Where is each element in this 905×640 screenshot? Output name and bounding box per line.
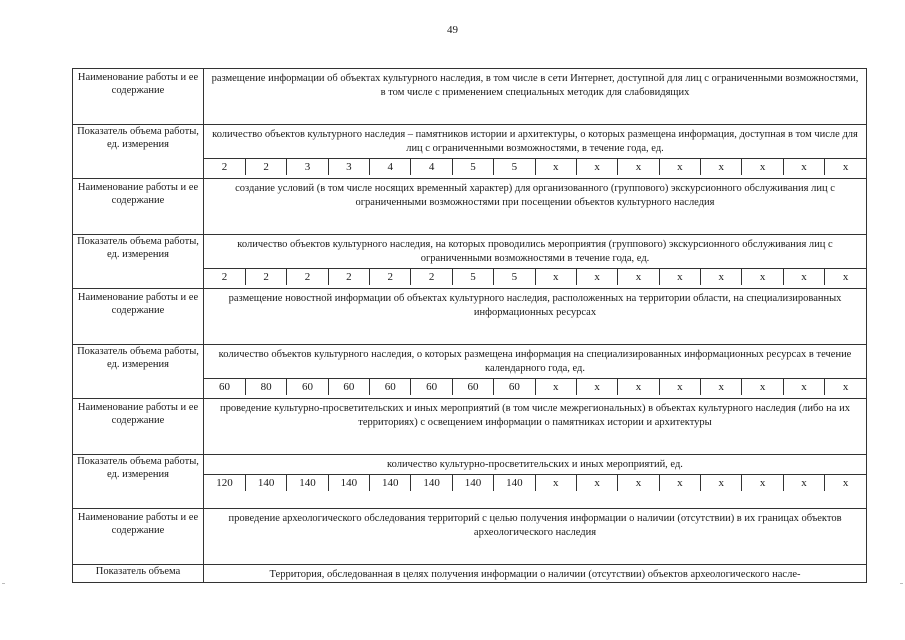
work-name-label: Наименование работы и ее содержание [73,69,204,125]
value-cell: 5 [452,159,493,176]
work-name-text: создание условий (в том числе носящих временный характер) для организованного (группового) экскурсионного обслуживания лиц с ограниченными возможностями при посещении объектов культурного наследия [235,183,835,208]
work-name-label: Наименование работы и ее содержание [73,509,204,565]
indicator-label: Показатель объема работы, ед. измерения [73,345,204,399]
value-cell: x [742,379,783,396]
value-cell: 2 [287,269,328,286]
indicator-text: Территория, обследованная в целях получения информации о наличии (отсутствии) объектов археологического насле- [269,569,801,580]
row-content [204,179,867,235]
indicator-row [73,455,867,509]
value-cell: 120 [204,475,245,492]
row-content [204,455,867,509]
value-cell: x [783,379,824,396]
value-cell: 5 [452,269,493,286]
value-cell: 2 [245,269,286,286]
indicator-row [73,565,867,583]
value-cell: 140 [494,475,535,492]
value-cell: x [576,379,617,396]
value-cell: 3 [287,159,328,176]
value-cell: 60 [204,379,245,396]
value-cell: x [659,159,700,176]
row-content [204,345,867,399]
value-cell: x [659,269,700,286]
indicator-row [73,345,867,399]
indicator-label: Показатель объема работы, ед. измерения [73,125,204,179]
indicator-text: количество объектов культурного наследия – памятников истории и архитектуры, о которых размещена информация, доступная в том числе для лиц с ограниченными возможностями, в течение года, ед. [212,129,858,154]
value-cell: x [535,269,576,286]
value-cell: 80 [245,379,286,396]
value-cell: x [535,159,576,176]
value-cell: x [783,269,824,286]
value-cell: x [701,475,742,492]
value-cell: x [783,159,824,176]
row-content [204,235,867,289]
value-cell: 140 [245,475,286,492]
value-cell: x [659,379,700,396]
row-content [204,565,867,583]
value-cell: 2 [328,269,369,286]
work-name-label: Наименование работы и ее содержание [73,179,204,235]
value-cell: 3 [328,159,369,176]
value-cell: x [701,159,742,176]
row-content [204,509,867,565]
scan-edge-mark-right [900,583,903,584]
value-cell: 60 [287,379,328,396]
value-cell: x [742,159,783,176]
value-cell: x [618,379,659,396]
value-cell: 4 [370,159,411,176]
work-name-row [73,509,867,565]
value-cell: x [701,269,742,286]
value-cell: 60 [494,379,535,396]
work-name-text: размещение новостной информации об объектах культурного наследия, расположенных на территории области, на специализированных информационных ресурсах [228,293,842,318]
value-cell: 140 [287,475,328,492]
value-cell: x [576,269,617,286]
indicator-row [73,235,867,289]
indicator-text: количество объектов культурного наследия, на которых проводились мероприятия (группового) экскурсионного обслуживания лиц с ограниченными возможностями в течение года, ед. [237,239,833,264]
row-content [204,399,867,455]
value-cell: 60 [411,379,452,396]
value-cell: 2 [204,159,245,176]
value-cell: 60 [370,379,411,396]
value-cell: x [701,379,742,396]
indicator-text: количество культурно-просветительских и иных мероприятий, ед. [387,459,683,470]
page-number: 49 [447,24,458,36]
values-grid [204,158,866,175]
value-cell: 5 [494,159,535,176]
value-cell: 140 [370,475,411,492]
value-cell: x [618,269,659,286]
value-cell: 140 [452,475,493,492]
work-name-row [73,69,867,125]
work-name-text: размещение информации об объектах культурного наследия, в том числе в сети Интернет, доступной для лиц с ограниченными возможностями, в том числе с применением специальных методик для слабовидящих [211,73,859,98]
value-cell: x [535,475,576,492]
value-cell: 2 [370,269,411,286]
value-cell: x [825,159,866,176]
value-cell: x [825,475,866,492]
work-table [72,68,867,583]
row-content [204,289,867,345]
value-cell: x [618,475,659,492]
values-grid [204,268,866,285]
scan-edge-mark-left [2,583,5,584]
values-grid [204,378,866,395]
value-cell: x [618,159,659,176]
value-cell: x [576,475,617,492]
value-cell: 4 [411,159,452,176]
work-name-row [73,289,867,345]
value-cell: 5 [494,269,535,286]
indicator-row [73,125,867,179]
row-content [204,125,867,179]
value-cell: x [576,159,617,176]
work-name-text: проведение культурно-просветительских и иных мероприятий (в том числе межрегиональных) в объектах культурного наследия (либо на их территориях) с освещением информации о памятниках истории и архитектуры [220,403,850,428]
row-content [204,69,867,125]
work-name-row [73,399,867,455]
value-cell: x [783,475,824,492]
value-cell: x [742,475,783,492]
work-name-label: Наименование работы и ее содержание [73,399,204,455]
indicator-label: Показатель объема работы, ед. измерения [73,455,204,509]
values-grid [204,474,866,491]
work-name-row [73,179,867,235]
work-name-text: проведение археологического обследования территорий с целью получения информации о наличии (отсутствии) в их границах объектов археологического наследия [228,513,842,538]
value-cell: 2 [245,159,286,176]
value-cell: 2 [204,269,245,286]
work-table-body [73,69,867,583]
value-cell: 60 [328,379,369,396]
value-cell: x [825,269,866,286]
work-name-label: Наименование работы и ее содержание [73,289,204,345]
value-cell: 60 [452,379,493,396]
value-cell: x [659,475,700,492]
value-cell: x [535,379,576,396]
indicator-label: Показатель объема работы, ед. измерения [73,235,204,289]
value-cell: 140 [328,475,369,492]
value-cell: x [825,379,866,396]
indicator-text: количество объектов культурного наследия, о которых размещена информация на специализированных информационных ресурсах в течение календарного года, ед. [218,349,852,374]
value-cell: x [742,269,783,286]
value-cell: 140 [411,475,452,492]
value-cell: 2 [411,269,452,286]
indicator-label: Показатель объема [73,565,204,583]
